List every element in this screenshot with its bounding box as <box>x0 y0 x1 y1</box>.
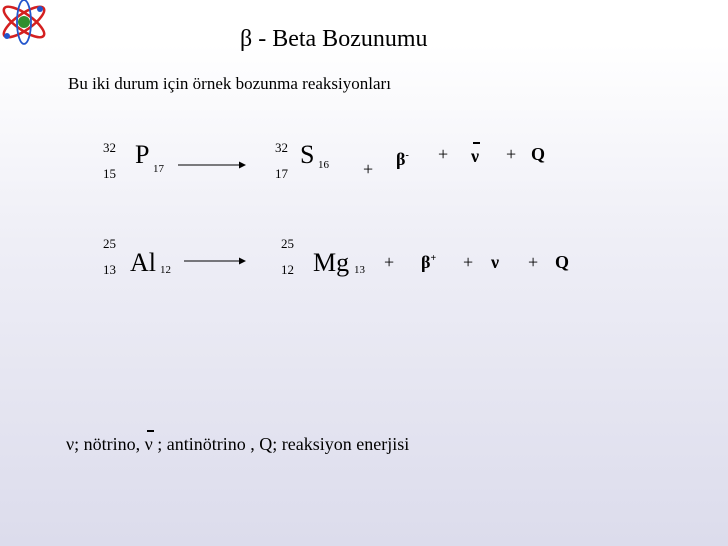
parent-mass-number: 32 <box>103 140 116 155</box>
parent-subscript: 12 <box>160 264 171 276</box>
energy-symbol: Q <box>555 252 570 272</box>
energy-symbol: Q <box>531 144 546 164</box>
plus-sign: + <box>363 159 374 179</box>
legend-text <box>66 434 409 455</box>
daughter-mass-number: 25 <box>281 236 294 251</box>
antineutrino-symbol: ν <box>471 146 480 166</box>
slide-subtitle: Bu iki durum için örnek bozunma reaksiyonları <box>68 74 391 93</box>
legend-antineutrino-symbol: ν <box>144 434 153 454</box>
legend-neutrino: ν; nötrino, <box>66 434 141 454</box>
plus-sign: + <box>463 252 474 272</box>
parent-atomic-number: 13 <box>103 262 116 277</box>
daughter-atomic-number: 12 <box>281 262 294 277</box>
reaction-arrow-icon <box>184 256 246 266</box>
atom-logo-icon <box>0 0 54 48</box>
parent-symbol: P <box>135 140 150 169</box>
plus-sign: + <box>528 252 539 272</box>
plus-sign: + <box>438 144 449 164</box>
daughter-symbol: Mg <box>313 248 350 277</box>
beta-particle: β+ <box>421 252 437 272</box>
parent-subscript: 17 <box>153 163 164 175</box>
daughter-mass-number: 32 <box>275 140 288 155</box>
legend-rest: ; antinötrino , Q; reaksiyon enerjisi <box>157 434 410 454</box>
beta-particle: β- <box>396 149 409 169</box>
daughter-symbol: S <box>300 140 315 169</box>
daughter-subscript: 13 <box>354 264 365 276</box>
neutrino-symbol: ν <box>491 252 500 272</box>
daughter-subscript: 16 <box>318 159 329 171</box>
plus-sign: + <box>506 144 517 164</box>
slide-title: β - Beta Bozunumu <box>240 26 428 52</box>
parent-mass-number: 25 <box>103 236 116 251</box>
parent-symbol: Al <box>130 248 156 277</box>
parent-atomic-number: 15 <box>103 166 116 181</box>
daughter-atomic-number: 17 <box>275 166 288 181</box>
reaction-arrow-icon <box>178 160 246 170</box>
plus-sign: + <box>384 252 395 272</box>
